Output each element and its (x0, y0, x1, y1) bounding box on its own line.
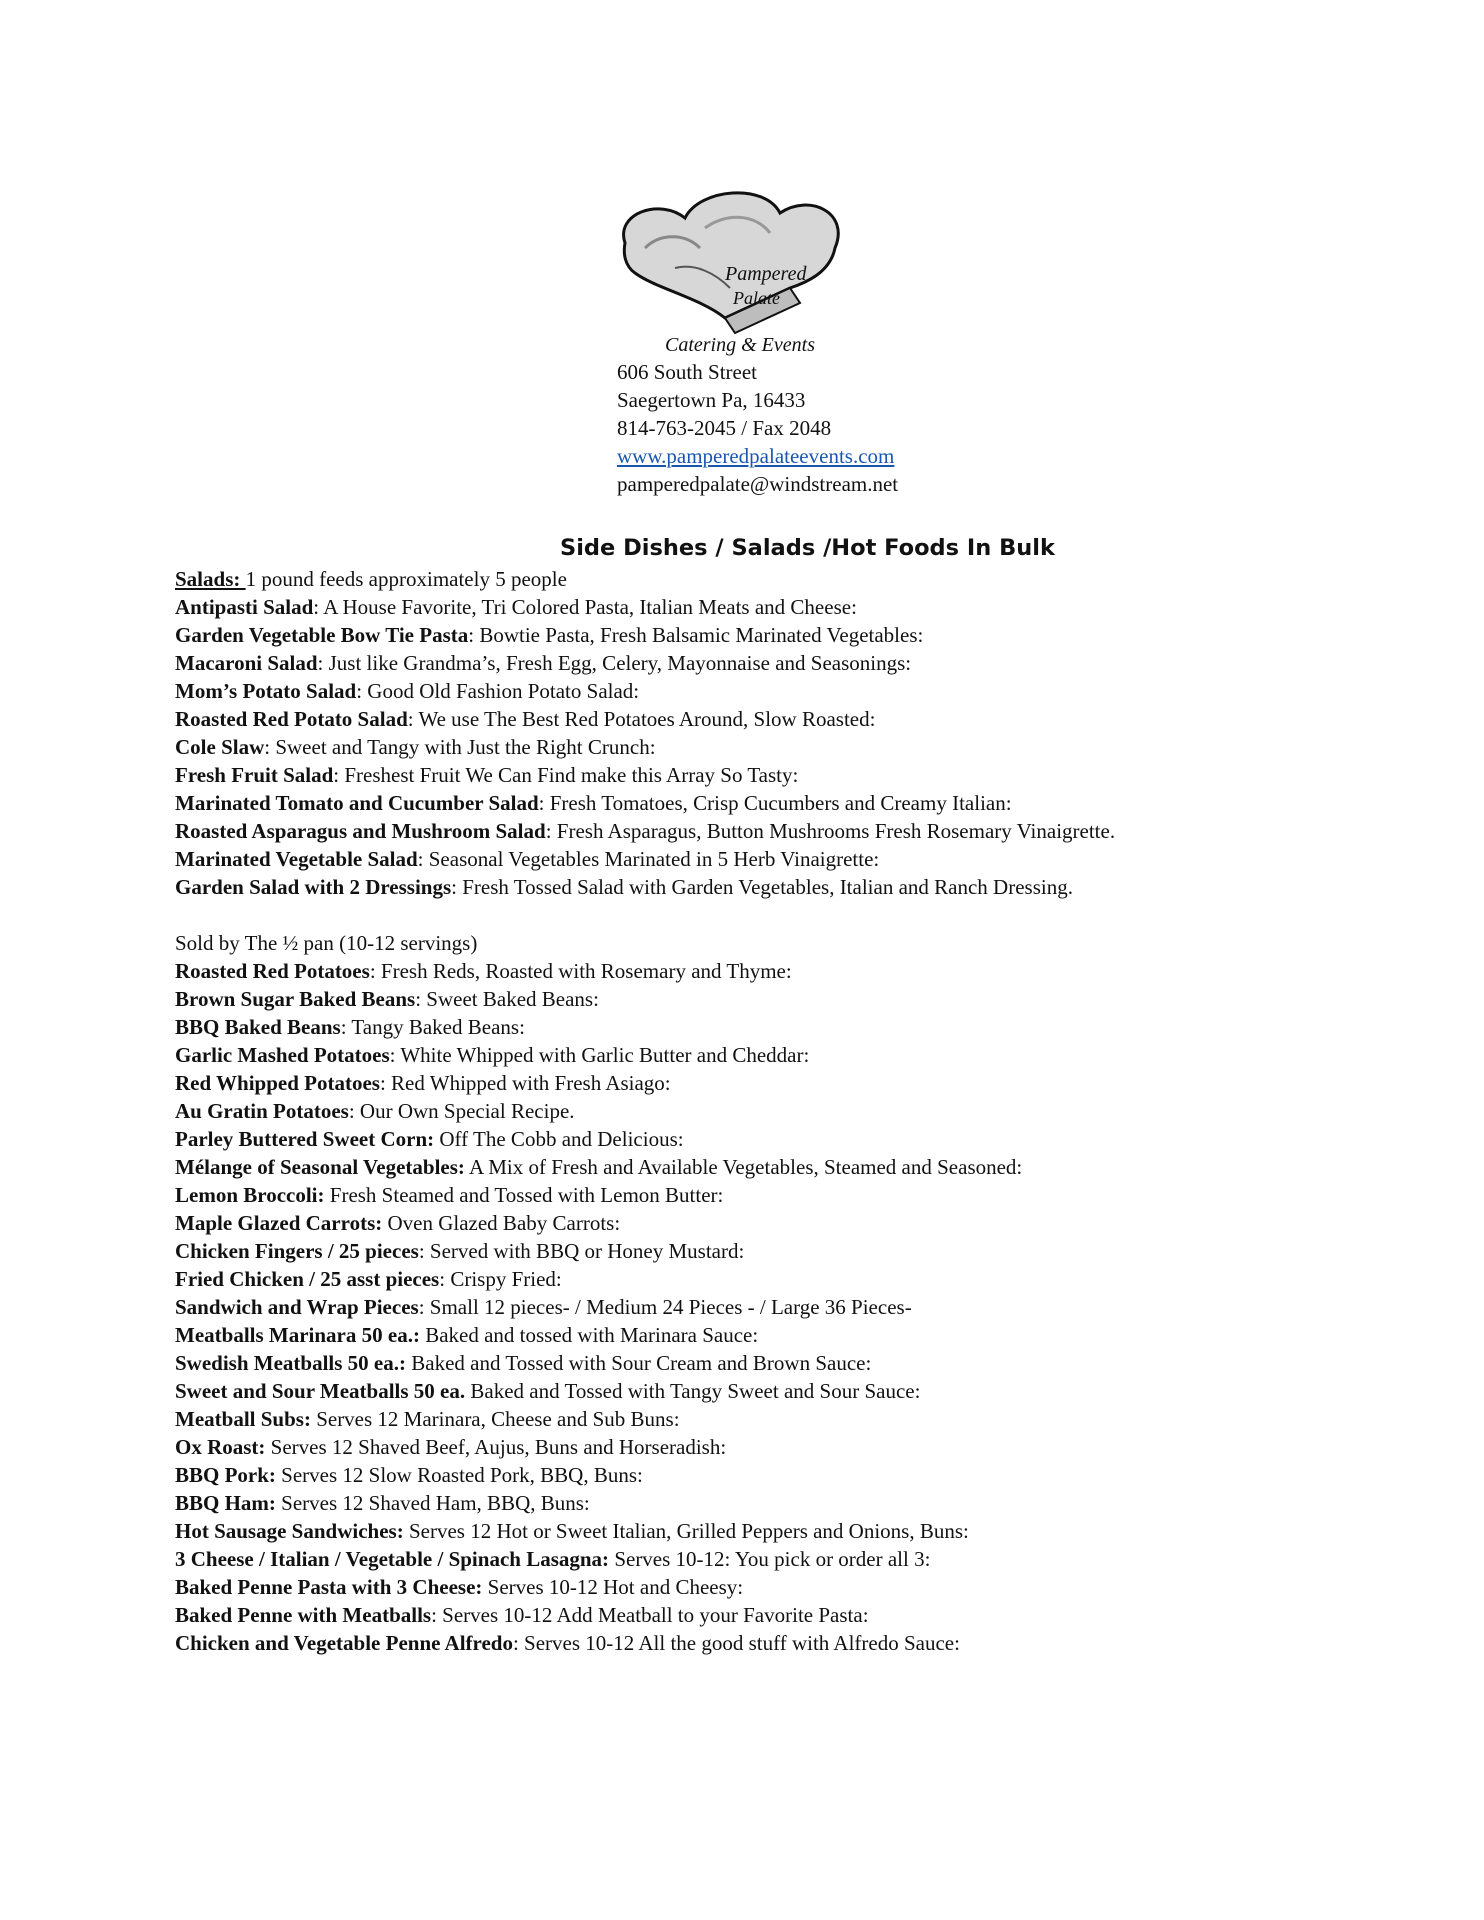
item-name: Garden Vegetable Bow Tie Pasta (175, 623, 469, 647)
list-item (175, 1013, 1375, 1041)
list-item (175, 789, 1375, 817)
item-name: Marinated Vegetable Salad (175, 847, 418, 871)
list-item (175, 1321, 1375, 1349)
logo-line3: Catering & Events (665, 334, 815, 356)
item-name: Meatballs Marinara 50 ea.: (175, 1323, 420, 1347)
item-description: Serves 12 Shaved Ham, BBQ, Buns: (275, 1491, 590, 1515)
item-name: Roasted Red Potato Salad (175, 707, 408, 731)
list-item (175, 1433, 1375, 1461)
item-description: : Fresh Reds, Roasted with Rosemary and Thyme: (369, 959, 792, 983)
item-description: : Sweet and Tangy with Just the Right Crunch: (264, 735, 656, 759)
list-item (175, 1349, 1375, 1377)
list-item (175, 593, 1375, 621)
list-item (175, 649, 1375, 677)
list-item (175, 1069, 1375, 1097)
website-link[interactable]: www.pamperedpalateevents.com (617, 444, 895, 468)
item-name: BBQ Ham: (175, 1491, 276, 1515)
list-item (175, 1153, 1375, 1181)
item-description: : Red Whipped with Fresh Asiago: (379, 1071, 671, 1095)
item-name: Hot Sausage Sandwiches: (175, 1519, 404, 1543)
item-name: Lemon Broccoli: (175, 1183, 325, 1207)
item-description: : Freshest Fruit We Can Find make this Array So Tasty: (333, 763, 799, 787)
list-item (175, 621, 1375, 649)
item-name: Roasted Asparagus and Mushroom Salad (175, 819, 546, 843)
list-item (175, 1209, 1375, 1237)
list-item (175, 761, 1375, 789)
item-name: Mom’s Potato Salad (175, 679, 357, 703)
list-item (175, 1377, 1375, 1405)
list-item (175, 705, 1375, 733)
city-address: Saegertown Pa, 16433 (617, 388, 806, 412)
hot-foods-note: Sold by The ½ pan (10-12 servings) (175, 931, 478, 955)
street-address: 606 South Street (617, 360, 757, 384)
contact-block (617, 358, 898, 498)
item-name: Antipasti Salad (175, 595, 314, 619)
item-description: Baked and Tossed with Tangy Sweet and Sour Sauce: (465, 1379, 921, 1403)
item-name: Chicken and Vegetable Penne Alfredo (175, 1631, 513, 1655)
page-title: Side Dishes / Salads /Hot Foods In Bulk (560, 535, 1055, 561)
item-name: Garden Salad with 2 Dressings (175, 875, 452, 899)
item-description: : White Whipped with Garlic Butter and Cheddar: (389, 1043, 810, 1067)
list-item (175, 1461, 1375, 1489)
item-name: Garlic Mashed Potatoes (175, 1043, 390, 1067)
salads-header (175, 565, 1375, 593)
item-name: Macaroni Salad (175, 651, 318, 675)
list-item (175, 1405, 1375, 1433)
item-description: : Tangy Baked Beans: (340, 1015, 525, 1039)
list-item (175, 1097, 1375, 1125)
item-description: : Our Own Special Recipe. (348, 1099, 575, 1123)
item-description: : Crispy Fried: (439, 1267, 562, 1291)
list-item (175, 1125, 1375, 1153)
item-description: : Good Old Fashion Potato Salad: (356, 679, 640, 703)
item-description: : Just like Grandma’s, Fresh Egg, Celery, Mayonnaise and Seasonings: (317, 651, 912, 675)
item-description: : Bowtie Pasta, Fresh Balsamic Marinated Vegetables: (468, 623, 924, 647)
item-description: : We use The Best Red Potatoes Around, Slow Roasted: (407, 707, 876, 731)
item-description: Serves 12 Hot or Sweet Italian, Grilled Peppers and Onions, Buns: (403, 1519, 969, 1543)
list-item (175, 845, 1375, 873)
item-description: Oven Glazed Baby Carrots: (382, 1211, 621, 1235)
item-name: Roasted Red Potatoes (175, 959, 370, 983)
item-description: Serves 10-12: You pick or order all 3: (609, 1547, 931, 1571)
item-name: Chicken Fingers / 25 pieces (175, 1239, 419, 1263)
list-item (175, 1517, 1375, 1545)
item-description: Serves 10-12 Hot and Cheesy: (482, 1575, 744, 1599)
item-description: Off The Cobb and Delicious: (434, 1127, 684, 1151)
list-item (175, 677, 1375, 705)
email-address: pamperedpalate@windstream.net (617, 472, 899, 496)
chef-hat-logo-icon (615, 188, 893, 358)
item-description: Baked and Tossed with Sour Cream and Brown Sauce: (406, 1351, 872, 1375)
item-description: : Served with BBQ or Honey Mustard: (418, 1239, 745, 1263)
item-name: Meatball Subs: (175, 1407, 311, 1431)
phone-fax: 814-763-2045 / Fax 2048 (617, 416, 832, 440)
item-name: Cole Slaw (175, 735, 265, 759)
item-name: BBQ Baked Beans (175, 1015, 341, 1039)
item-name: Fried Chicken / 25 asst pieces (175, 1267, 440, 1291)
item-name: Brown Sugar Baked Beans (175, 987, 416, 1011)
item-description: : Fresh Tomatoes, Crisp Cucumbers and Creamy Italian: (538, 791, 1012, 815)
list-item (175, 1601, 1375, 1629)
item-description: : Small 12 pieces- / Medium 24 Pieces - / Large 36 Pieces- (418, 1295, 912, 1319)
list-item (175, 1181, 1375, 1209)
hot-foods-section (175, 929, 1375, 1657)
salads-label: Salads: (175, 567, 246, 591)
item-description: : A House Favorite, Tri Colored Pasta, Italian Meats and Cheese: (313, 595, 857, 619)
list-item (175, 817, 1375, 845)
item-description: : Serves 10-12 Add Meatball to your Favorite Pasta: (431, 1603, 869, 1627)
salads-note: 1 pound feeds approximately 5 people (245, 567, 567, 591)
item-name: Marinated Tomato and Cucumber Salad (175, 791, 539, 815)
item-name: Mélange of Seasonal Vegetables: (175, 1155, 465, 1179)
logo-line1: Pampered (725, 263, 807, 285)
list-item (175, 1573, 1375, 1601)
item-name: Maple Glazed Carrots: (175, 1211, 383, 1235)
item-name: Fresh Fruit Salad (175, 763, 334, 787)
list-item (175, 1041, 1375, 1069)
item-name: Red Whipped Potatoes (175, 1071, 380, 1095)
item-description: : Fresh Tossed Salad with Garden Vegetables, Italian and Ranch Dressing. (451, 875, 1073, 899)
item-description: : Fresh Asparagus, Button Mushrooms Fresh Rosemary Vinaigrette. (545, 819, 1116, 843)
salads-section (175, 565, 1375, 901)
item-description: A Mix of Fresh and Available Vegetables, Steamed and Seasoned: (464, 1155, 1023, 1179)
item-name: Au Gratin Potatoes (175, 1099, 349, 1123)
item-name: Sweet and Sour Meatballs 50 ea. (175, 1379, 466, 1403)
item-description: Serves 12 Shaved Beef, Aujus, Buns and Horseradish: (265, 1435, 727, 1459)
item-description: Serves 12 Slow Roasted Pork, BBQ, Buns: (275, 1463, 643, 1487)
list-item (175, 1545, 1375, 1573)
item-name: Parley Buttered Sweet Corn: (175, 1127, 435, 1151)
list-item (175, 733, 1375, 761)
item-name: BBQ Pork: (175, 1463, 276, 1487)
item-name: Ox Roast: (175, 1435, 266, 1459)
item-description: : Sweet Baked Beans: (415, 987, 599, 1011)
logo-line2: Palate (733, 288, 780, 308)
company-logo (615, 188, 893, 358)
item-name: Sandwich and Wrap Pieces (175, 1295, 419, 1319)
item-description: Fresh Steamed and Tossed with Lemon Butter: (324, 1183, 724, 1207)
item-description: : Serves 10-12 All the good stuff with Alfredo Sauce: (512, 1631, 960, 1655)
item-description: Baked and tossed with Marinara Sauce: (419, 1323, 759, 1347)
item-description: Serves 12 Marinara, Cheese and Sub Buns: (310, 1407, 680, 1431)
item-description: : Seasonal Vegetables Marinated in 5 Herb Vinaigrette: (417, 847, 880, 871)
list-item (175, 1293, 1375, 1321)
list-item (175, 1629, 1375, 1657)
list-item (175, 1237, 1375, 1265)
item-name: Baked Penne Pasta with 3 Cheese: (175, 1575, 483, 1599)
list-item (175, 957, 1375, 985)
item-name: Swedish Meatballs 50 ea.: (175, 1351, 406, 1375)
item-name: 3 Cheese / Italian / Vegetable / Spinach Lasagna: (175, 1547, 610, 1571)
list-item (175, 1265, 1375, 1293)
list-item (175, 873, 1375, 901)
list-item (175, 1489, 1375, 1517)
list-item (175, 985, 1375, 1013)
item-name: Baked Penne with Meatballs (175, 1603, 432, 1627)
